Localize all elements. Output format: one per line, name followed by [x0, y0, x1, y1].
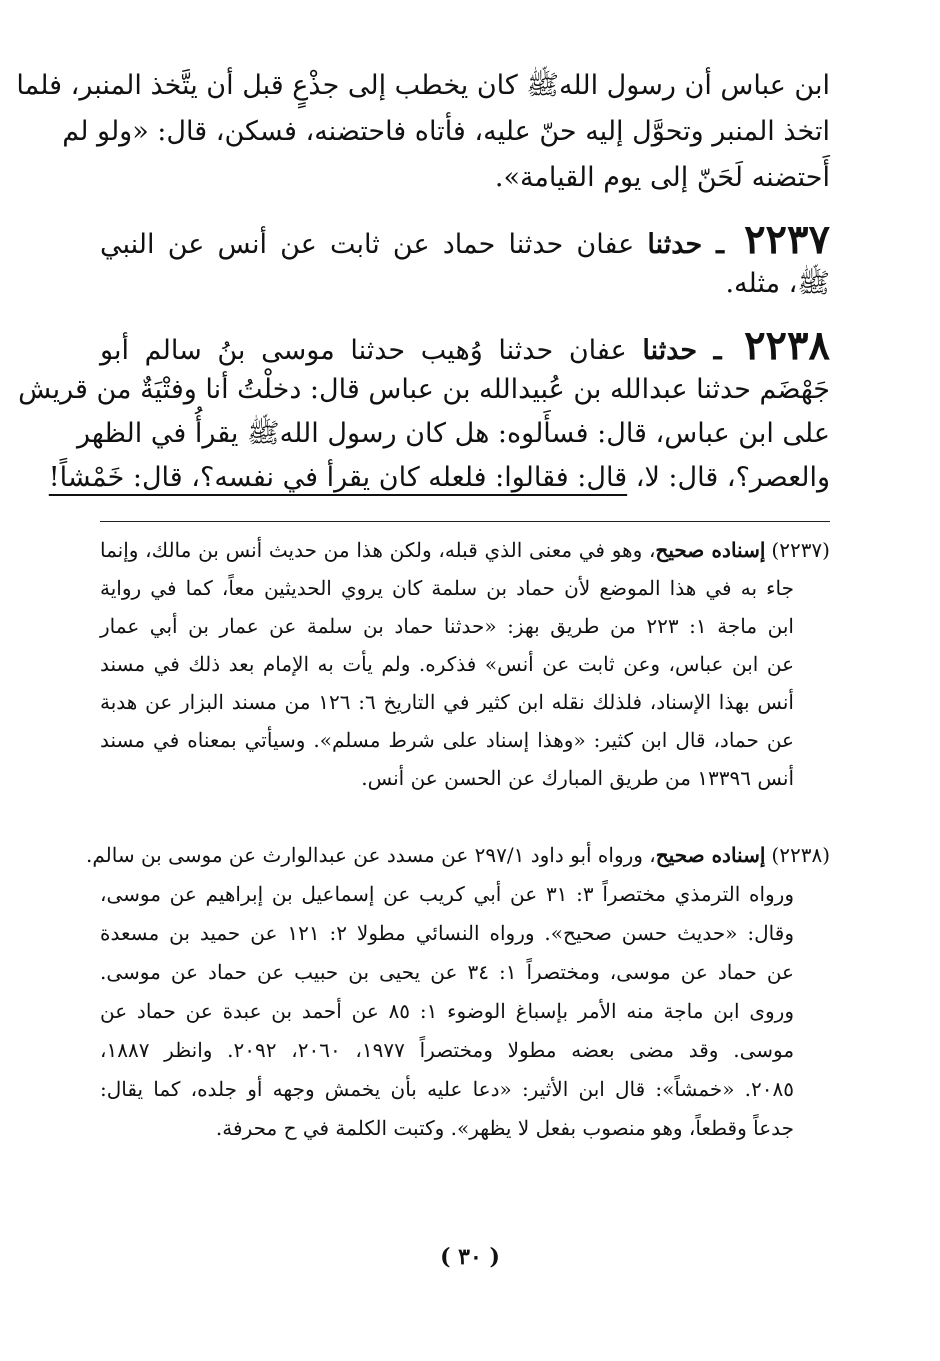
haddathana-word: حدثنا: [642, 335, 698, 366]
footnote-separator: [100, 521, 830, 522]
footnote-line: [100, 540, 830, 578]
footnote-line: وروى ابن ماجة منه الأمر بإسباغ الوضوء ١: ٨٥ عن أحمد بن عبدة عن حماد عن: [100, 999, 794, 1023]
haddathana-word: حدثنا: [647, 229, 703, 260]
hadith-2237: [100, 216, 830, 316]
footnote-2238: [85, 843, 830, 1157]
footnote-line: عن حماد عن موسى، ومختصراً ١: ٣٤ عن يحيى بن حبيب عن حماد عن موسى.: [100, 960, 794, 984]
footnote-number: (٢٢٣٧): [771, 538, 830, 562]
footnote-line: ابن ماجة ١: ٢٢٣ من طريق بهز: «حدثنا حماد بن سلمة عن عمار بن أبي عمار: [100, 614, 794, 638]
hadith-2237-line-1: [100, 216, 830, 270]
matn-text: والعصر؟، قال: لا،: [627, 462, 830, 493]
page-number: ( ٣٠ ): [440, 1244, 500, 1270]
footnote-2237: [100, 540, 830, 806]
footnote-line: جاء به في هذا الموضع لأن حماد بن سلمة كان يروي الحديثين معاً، كما في رواية: [100, 576, 794, 600]
footnote-line: موسى. وقد مضى بعضه مطولا ومختصراً ١٩٧٧، ٢٠٦٠، ٢٠٩٢. وانظر ١٨٨٧،: [100, 1038, 795, 1062]
footnote-line: عن حماد، قال ابن كثير: «وهذا إسناد على شرط مسلم». وسيأتي بمعناه في مسند: [100, 728, 794, 752]
footnote-text: ، ورواه أبو داود ٢٩٧/١ عن مسدد عن عبدالوارث عن موسى بن سالم.: [85, 843, 656, 867]
footnote-text: ، وهو في معنى الذي قبله، ولكن هذا من حديث أنس بن مالك، وإنما: [100, 538, 656, 562]
dash: ـ: [702, 229, 739, 260]
footnote-verdict: إسناده صحيح: [655, 538, 766, 562]
footnote-verdict: إسناده صحيح: [655, 843, 766, 867]
footnote-line: وقال: «حديث حسن صحيح». ورواه النسائي مطولا ٢: ١٢١ عن حميد بن مسعدة: [100, 921, 794, 945]
continuation-paragraph: [16, 70, 830, 210]
underlined-text: قال: فقالوا: فلعله كان يقرأ في نفسه؟، قال: خَمْشاً!: [48, 462, 628, 493]
hadith-2237-line-2: ﷺ، مثله.: [725, 268, 830, 299]
footnote-line: [85, 843, 830, 884]
hadith-number: ٢٢٣٧: [744, 216, 830, 263]
hadith-2238-line-4: [48, 462, 830, 508]
hadith-2238: [18, 322, 830, 508]
isnad-text: عفان حدثنا وُهيب حدثنا موسى بنُ سالم أبو: [100, 335, 643, 366]
footnote-line: ورواه الترمذي مختصراً ٣: ٣١ عن أبي كريب عن إسماعيل بن إبراهيم عن موسى،: [100, 882, 794, 906]
footnote-number: (٢٢٣٨): [771, 843, 830, 867]
text-line: ابن عباس أن رسول اللهﷺ كان يخطب إلى جذْعٍ قبل أن يتَّخذ المنبر، فلما: [16, 70, 830, 101]
isnad-text: عفان حدثنا حماد عن ثابت عن أنس عن النبي: [100, 229, 648, 260]
hadith-2238-line-1: [100, 322, 830, 376]
footnote-line: أنس بهذا الإسناد، فلذلك نقله ابن كثير في التاريخ ٦: ١٢٦ من مسند البزار عن هدبة: [100, 690, 794, 714]
hadith-2238-line-2: جَهْضَم حدثنا عبدالله بن عُبيدالله بن عباس قال: دخلْتُ أنا وفتْيَةٌ من قريش: [18, 374, 830, 405]
hadith-number: ٢٢٣٨: [744, 322, 830, 369]
footnote-line: عن ابن عباس، وعن ثابت عن أنس» فذكره. ولم يأت به الإمام بعد ذلك في مسند: [100, 652, 794, 676]
footnote-line: أنس ١٣٣٩٦ من طريق المبارك عن الحسن عن أنس.: [361, 766, 794, 790]
text-line: أَحتضنه لَحَنّ إلى يوم القيامة».: [494, 162, 830, 193]
hadith-2238-line-3: على ابن عباس، قال: فسأَلوه: هل كان رسول اللهﷺ يقرأُ في الظهر: [77, 418, 830, 449]
footnote-line: جدعاً وقطعاً، وهو منصوب بفعل لا يظهر». وكتبت الكلمة في ح محرفة.: [215, 1116, 794, 1140]
footnote-line: ٢٠٨٥. «خمشاً»: قال ابن الأثير: «دعا عليه بأن يخمش وجهه أو جلده، كما يقال:: [100, 1077, 794, 1101]
dash: ـ: [697, 335, 739, 366]
text-line: اتخذ المنبر وتحوَّل إليه حنّ عليه، فأتاه فاحتضنه، فسكن، قال: «ولو لم: [62, 116, 830, 147]
